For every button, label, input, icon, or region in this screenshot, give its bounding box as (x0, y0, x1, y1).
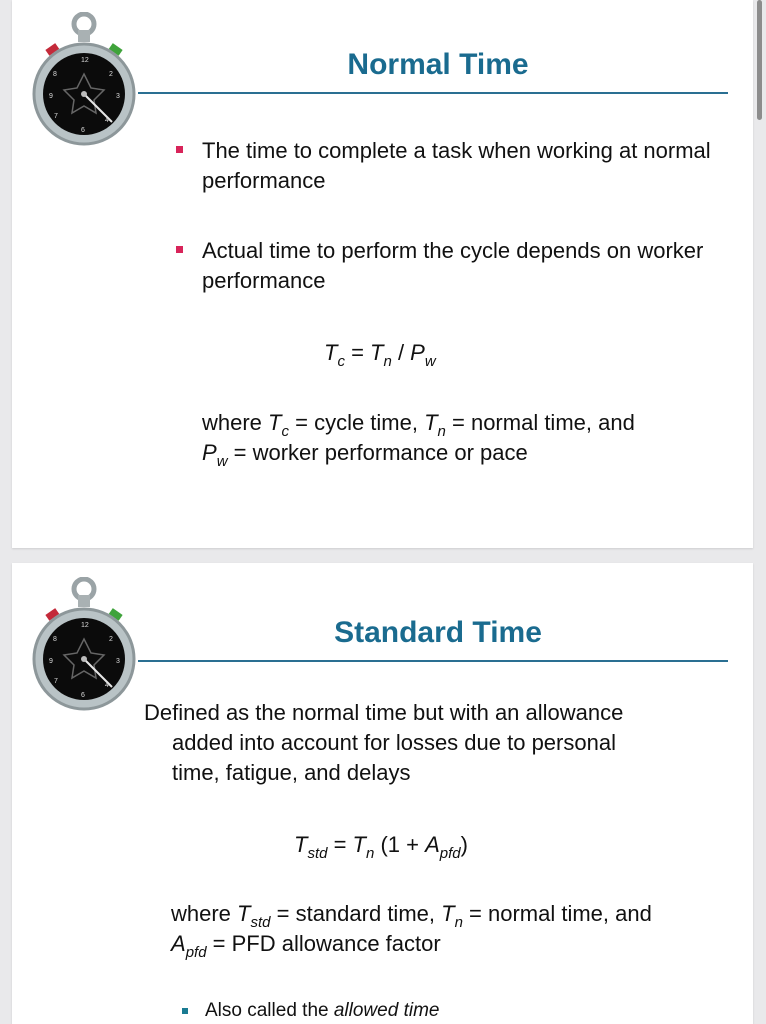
page-scrollbar[interactable] (757, 0, 762, 120)
svg-text:4: 4 (105, 682, 109, 689)
slide-title: Standard Time (334, 616, 542, 649)
title-divider (138, 92, 728, 94)
bullet-marker-icon (176, 246, 183, 253)
bullet-text: The time to complete a task when working at normal performance (202, 138, 711, 193)
svg-text:9: 9 (49, 658, 53, 665)
svg-text:12: 12 (81, 622, 89, 629)
svg-text:6: 6 (81, 692, 85, 699)
slide-normal-time (12, 0, 753, 548)
svg-text:3: 3 (116, 93, 120, 100)
svg-text:12: 12 (81, 57, 89, 64)
svg-text:7: 7 (54, 678, 58, 685)
title-divider (138, 660, 728, 662)
standard-time-formula: $T_{std} = T_n$ $(1 + A_{pfd})$ (294, 832, 468, 862)
svg-text:3: 3 (116, 658, 120, 665)
slide-title: Normal Time (347, 48, 529, 81)
bullet-item (182, 999, 722, 1023)
bullet-item (176, 236, 716, 296)
slide-standard-time (12, 563, 753, 1024)
svg-text:2: 2 (109, 71, 113, 78)
svg-text:7: 7 (54, 113, 58, 120)
bullet-marker-icon (176, 146, 183, 153)
normal-time-formula: $T_c = T_n / P_w$ (324, 340, 436, 370)
svg-text:8: 8 (53, 636, 57, 643)
svg-text:9: 9 (49, 93, 53, 100)
svg-text:2: 2 (109, 636, 113, 643)
stopwatch-icon (32, 577, 136, 715)
bullet-item (176, 136, 716, 196)
svg-text:4: 4 (105, 117, 109, 124)
svg-text:6: 6 (81, 127, 85, 134)
formula-legend: where $T_c$ = cycle time, $T_n$ = normal time, and $P_w$ = worker performance or pace (202, 410, 635, 470)
definition-text: Defined as the normal time but with an allowance added into account for losses due to personal time, fatigue, and delays (144, 700, 624, 785)
formula-legend: where $T_{std}$ = standard time, $T_n$ = normal time, and $A_{pfd}$ = PFD allowance factor (171, 901, 652, 961)
bullet-marker-icon (182, 1008, 188, 1014)
bullet-text: Also called the allowed time (205, 1000, 440, 1021)
stopwatch-icon (32, 12, 136, 150)
svg-text:8: 8 (53, 71, 57, 78)
bullet-text: Actual time to perform the cycle depends on worker performance (202, 238, 704, 293)
